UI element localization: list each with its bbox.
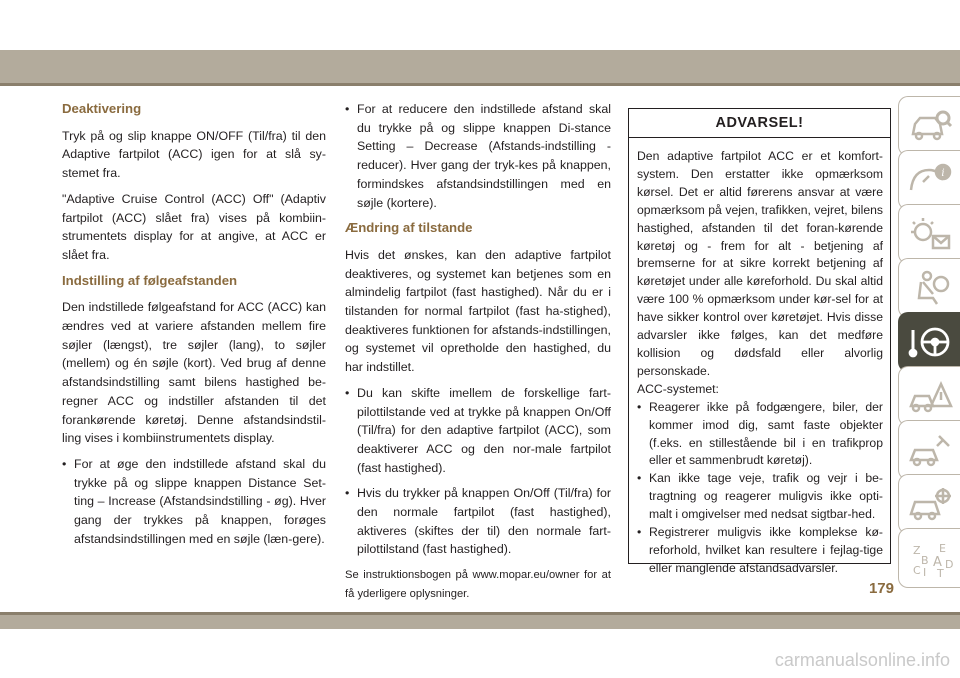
service-tools-icon: [907, 430, 953, 470]
heading-indstilling: Indstilling af følgeafstanden: [62, 272, 238, 288]
header-band-line: [0, 83, 960, 86]
tab-roadside-emergency[interactable]: [898, 366, 960, 426]
dashboard-info-icon: [907, 160, 953, 200]
watermark: carmanualsonline.info: [774, 650, 950, 670]
top-margin: [0, 0, 960, 50]
index-letter: Z: [912, 544, 921, 557]
bullet-item: • For at øge den indstillede afstand skal du trykke på og slippe knappen Distance Set-ting – Increase (Afstandsindstilling - øg). Hver gang der trykkes på knappen, forøges afstandsindstillingen med en søjle (læn-gere).: [62, 455, 326, 549]
tab-multimedia[interactable]: [898, 528, 960, 588]
roadside-emergency-icon: [907, 376, 953, 416]
tab-dashboard-info[interactable]: [898, 150, 960, 210]
heading-aendring: Ændring af tilstande: [345, 220, 473, 236]
car-info-icon: [907, 106, 953, 146]
paragraph: "Adaptive Cruise Control (ACC) Off" (Adaptiv fartpilot (ACC) slået fra) vises på kombiin-strumentets display for at angive, at ACC er slået fra.: [62, 191, 326, 262]
bullet-item: • For at reducere den indstillede afstand skal du trykke på og slippe knappen Di-stance Setting – Decrease (Afstands-indstilling - reducer). Hver gang der tryk-kes på knappen, formindskes afstandsindstillingen med en søjle (kortere).: [345, 100, 611, 212]
warning-paragraph: Den adaptive fartpilot ACC er et komfort-system. Den erstatter ikke opmærksom kørsel. Det er altid førerens ansvar at være opmærksom på vejen, trafikken, vejret, bilens hastighed, afstanden til det foran-kørende køretøj og - frem for alt - betjening af bremserne for at sikre korrekt betjening af køretøjet under alle køreforhold. Du skal altid være 100 % opmærksom under kør-sel for at have sikker kontrol over køretøjet. Hvis disse advarsler ikke følges, kan det medføre kollision og dødsfald eller alvorlig personskade.: [637, 149, 883, 378]
index-letter: E: [938, 542, 946, 555]
column-left: [62, 100, 326, 555]
paragraph: Tryk på og slip knappe ON/OFF (Til/fra) til den Adaptive fartpilot (ACC) igen for at slå sy-stemet fra.: [62, 128, 326, 181]
multimedia-icon: [907, 538, 953, 578]
warning-title: ADVARSEL!: [629, 109, 890, 138]
tab-warning-lights[interactable]: [898, 204, 960, 264]
tab-car-info[interactable]: [898, 96, 960, 156]
warning-body: [629, 138, 890, 578]
index-letter: T: [936, 567, 944, 578]
bullet-item: • Hvis du trykker på knappen On/Off (Til/fra) for den normale fartpilot (fast hastighed), aktiveres (skiftes der til) den normale fart-pilottilstand (fast hastighed).: [345, 484, 611, 559]
page-number: 179: [868, 580, 894, 597]
paragraph: Den indstillede følgeafstand for ACC (ACC) kan ændres ved at variere afstanden mellem fire søjler (længst), tre søjler (lang), to søjler (mellem) og én søjle (kort). Ved brug af denne afstandsindstilling samt bilens hastighed be-regner ACC og indstiller afstanden til det forankørende køretøj. Denne afstandsindstil-ling vises i kombiinstrumentets display.: [62, 300, 326, 446]
tab-seat-safety[interactable]: [898, 258, 960, 318]
heading-deaktivering: Deaktivering: [62, 101, 142, 116]
bullet-item: • Du kan skifte imellem de forskellige fart-pilottilstande ved at trykke på knappen On/Off (Til/fra) for den adaptive fartpilot (ACC), som deaktiverer ACC og den nor-male fartpilot (fast hastighed).: [345, 384, 611, 478]
tab-steering-wheel[interactable]: [898, 312, 960, 372]
specifications-icon: [907, 484, 953, 524]
warning-bullet: • Kan ikke tage veje, trafik og vejr i be-tragtning og reagerer muligvis ikke opti-malt i omgivelser med nedsat sigtbar-hed.: [637, 470, 883, 524]
warning-subheading: ACC-systemet:: [637, 381, 719, 396]
seat-safety-icon: [907, 268, 953, 308]
index-letter: D: [944, 558, 953, 571]
index-letter: B: [920, 554, 929, 567]
tab-service-tools[interactable]: [898, 420, 960, 480]
steering-wheel-icon: [907, 322, 953, 362]
tab-specifications[interactable]: [898, 474, 960, 534]
index-letter: C: [912, 564, 921, 577]
warning-box: [628, 108, 891, 575]
index-letter: A: [932, 555, 942, 570]
column-middle: [345, 100, 611, 611]
index-letter: I: [922, 566, 926, 578]
warning-bullet: • Registrerer muligvis ikke komplekse kø-reforhold, hvilket kan resultere i fejlag-tige eller manglende afstandsadvarsler.: [637, 524, 883, 578]
warning-bullet: • Reagerer ikke på fodgængere, biler, der kommer imod dig, samt faste objekter (f.eks. en stillestående bil i en trafikprop eller et sammenbrudt køretøj).: [637, 399, 883, 471]
warning-lights-icon: [907, 214, 953, 254]
svg-text:i: i: [940, 168, 945, 179]
paragraph: Hvis det ønskes, kan den adaptive fartpilot deaktiveres, og systemet kan betjenes som en almindelig fartpilot (fast hastighed). Når du er i tilstanden for normal fartpilot (fast ha-stighed), deaktiveres funktionen for afstands-indstillingen, og systemet vil opretholde den hastighed, du har indstillet.: [345, 247, 611, 375]
reference-note: Se instruktionsbogen på www.mopar.eu/owner for at få yderligere oplysninger.: [345, 569, 611, 600]
footer-band: [0, 615, 960, 629]
header-band: [0, 50, 960, 83]
